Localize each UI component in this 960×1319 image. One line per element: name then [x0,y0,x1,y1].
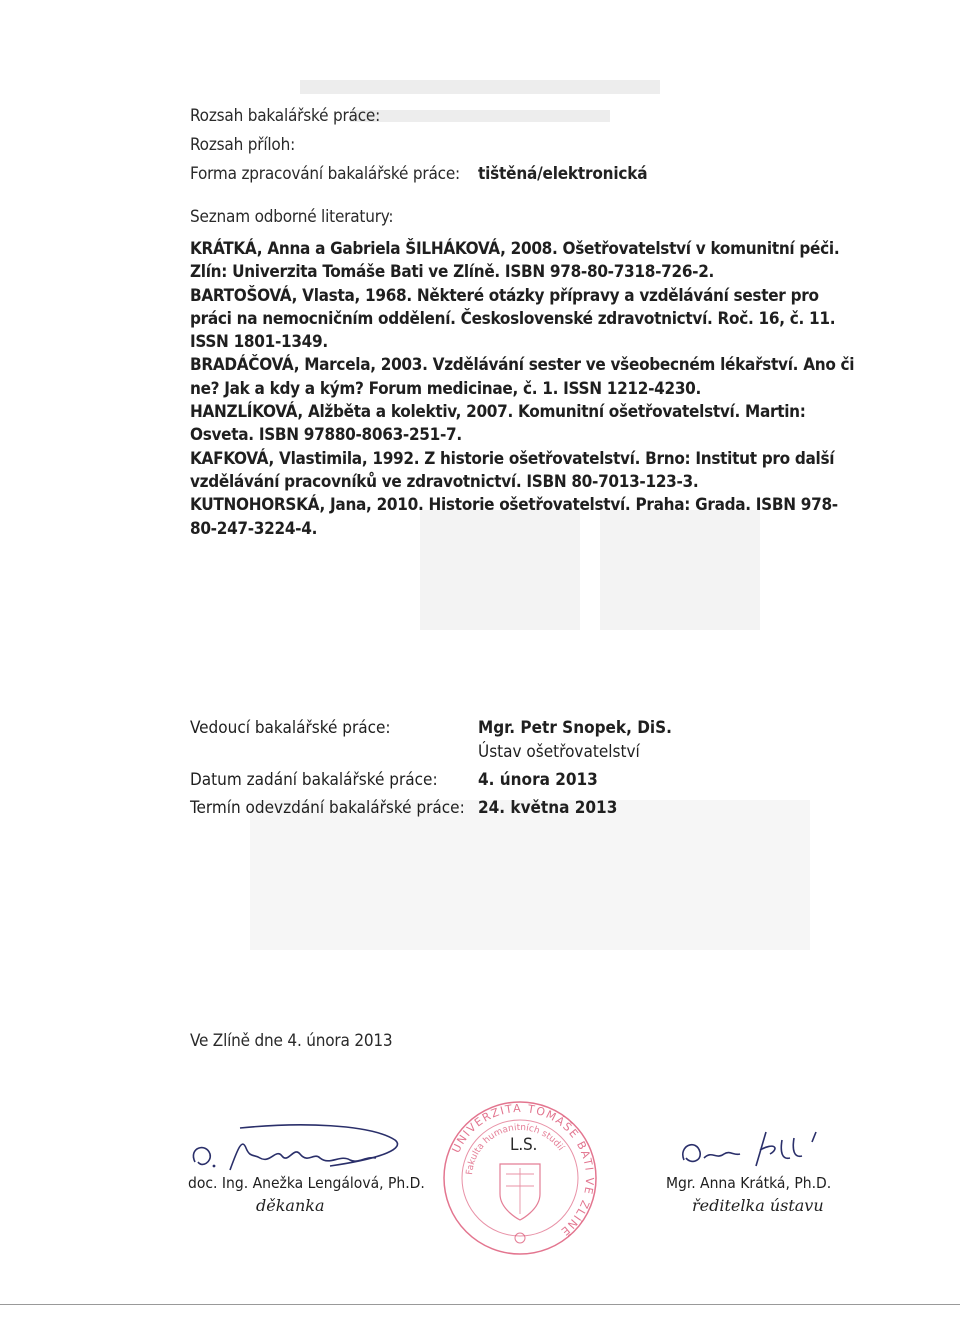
literature-entry: BRADÁČOVÁ, Marcela, 2003. Vzdělávání sester ve všeobecném lékařství. Ano či ne? Jak a kdy a kým? Forum medicinae, č. 1. ISSN 1212-4230. [190,355,855,399]
bleed-through-shadow [300,80,660,94]
place-date: Ve Zlíně dne 4. února 2013 [190,1031,393,1051]
assigned-date-value: 4. února 2013 [478,770,598,790]
assigned-date-label: Datum zadání bakalářské práce: [190,770,438,790]
attachments-label: Rozsah příloh: [190,135,296,155]
literature-entry: KAFKOVÁ, Vlastimila, 1992. Z historie ošetřovatelství. Brno: Institut pro další vzdělávání pracovníků ve zdravotnictví. ISBN 80-7013-123-3. [190,448,835,492]
bleed-through-shadow [250,800,810,950]
literature-entry: KUTNOHORSKÁ, Jana, 2010. Historie ošetřovatelství. Praha: Grada. ISBN 978-80-247-3224-4. [190,495,838,539]
supervisor-name: Mgr. Petr Snopek, DiS. [478,718,672,738]
literature-heading: Seznam odborné literatury: [190,207,394,227]
page-edge-line [0,1304,960,1305]
literature-list [190,238,860,541]
dean-signature-image [180,1118,420,1180]
due-date-value: 24. května 2013 [478,798,618,818]
dean-role: děkanka [256,1196,325,1215]
dean-name: doc. Ing. Anežka Lengálová, Ph.D. [188,1174,425,1192]
literature-entry: HANZLÍKOVÁ, Alžběta a kolektiv, 2007. Komunitní ošetřovatelství. Martin: Osveta. ISBN 97880-8063-251-7. [190,402,806,446]
literature-entry: KRÁTKÁ, Anna a Gabriela ŠILHÁKOVÁ, 2008. Ošetřovatelství v komunitní péči. Zlín: Univerzita Tomáše Bati ve Zlíně. ISBN 978-80-7318-726-2. [190,239,840,283]
svg-text:Fakulta humanitních studií: Fakulta humanitních studií [465,1122,566,1176]
svg-text:UNIVERZITA TOMÁŠE BATI VE ZLÍN: UNIVERZITA TOMÁŠE BATI VE ZLÍNĚ [449,1101,597,1239]
bleed-through-shadow [350,110,610,122]
literature-entry: BARTOŠOVÁ, Vlasta, 1968. Některé otázky přípravy a vzdělávání sester pro práci na nemocničním oddělení. Československé zdravotnictví. Roč. 16, č. 11. ISSN 1801-1349. [190,285,836,353]
supervisor-label: Vedoucí bakalářské práce: [190,718,391,738]
director-name: Mgr. Anna Krátká, Ph.D. [666,1174,832,1192]
supervisor-department: Ústav ošetřovatelství [478,742,640,762]
director-signature-image [670,1124,860,1174]
scope-label: Rozsah bakalářské práce: [190,106,381,126]
form-label: Forma zpracování bakalářské práce: [190,164,460,184]
university-stamp-image [440,1098,600,1258]
stamp-ls: L.S. [510,1135,538,1155]
due-date-label: Termín odevzdání bakalářské práce: [190,798,465,818]
director-role: ředitelka ústavu [692,1196,824,1215]
form-value: tištěná/elektronická [478,164,648,184]
